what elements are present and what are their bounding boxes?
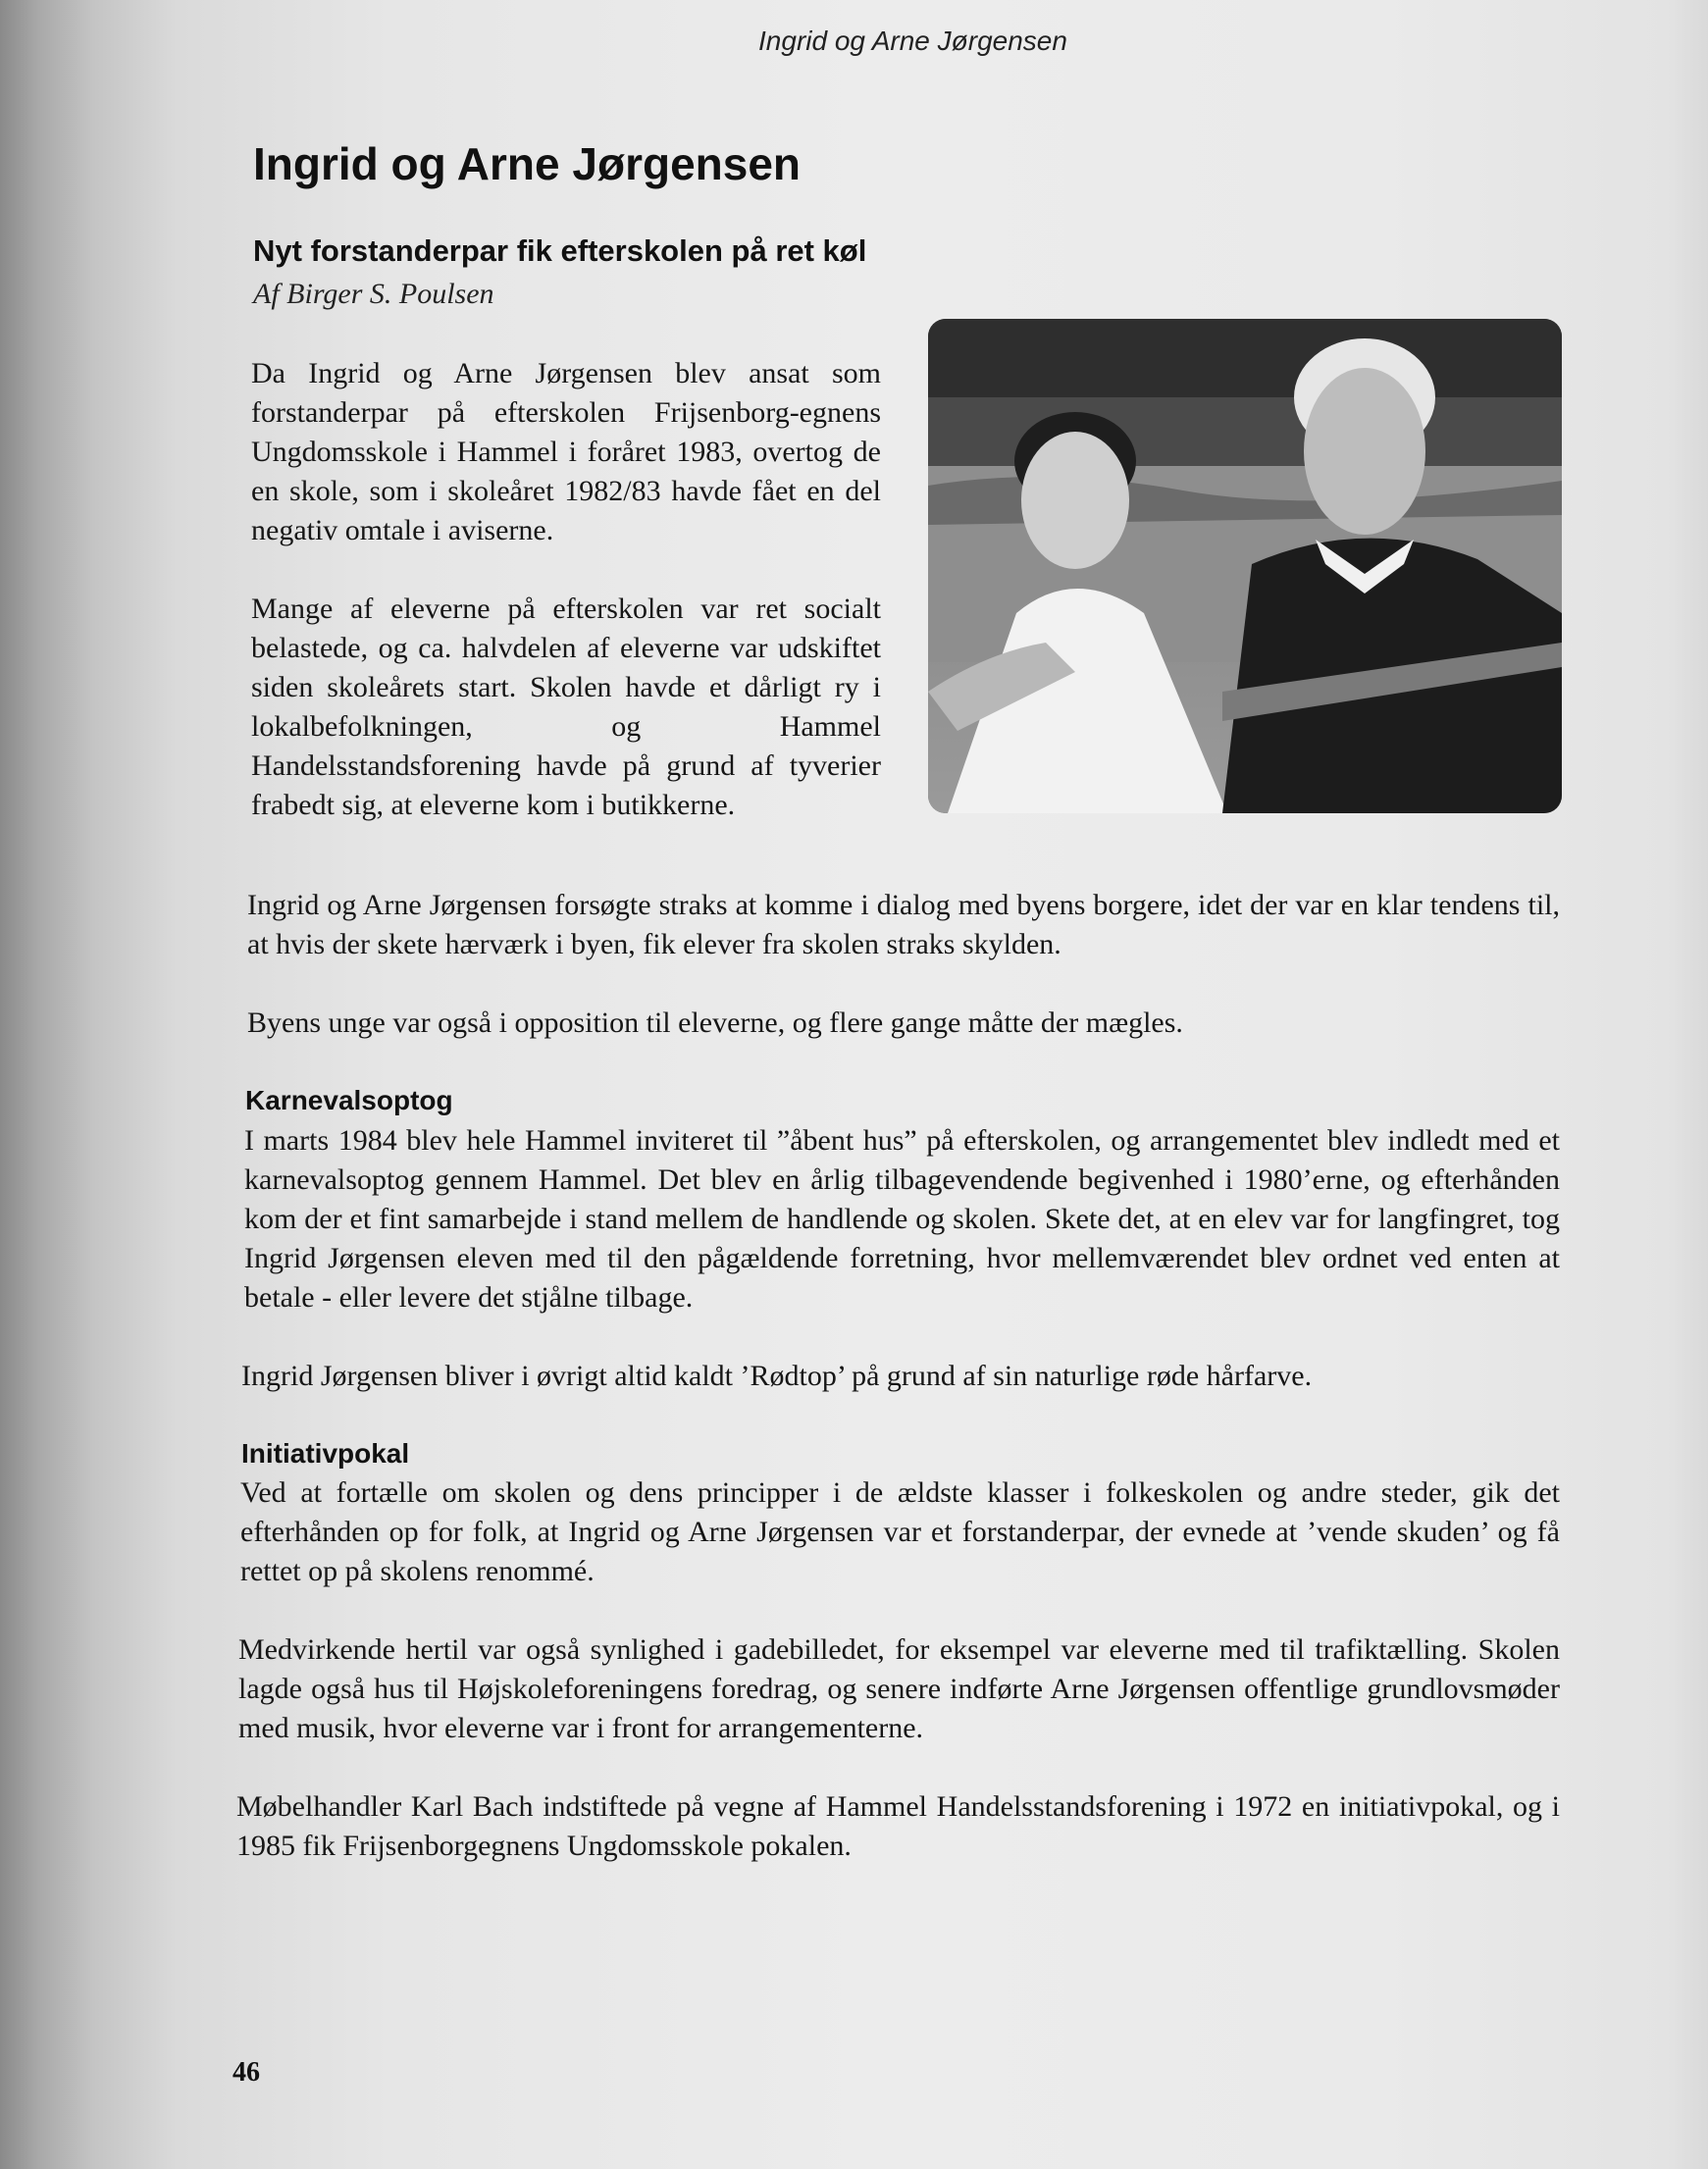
paragraph-rodtop: Ingrid Jørgensen bliver i øvrigt altid kaldt ’Rødtop’ på grund af sin naturlige røde hårfarve. <box>241 1360 1313 1392</box>
paragraph-dialog: Ingrid og Arne Jørgensen forsøgte straks at komme i dialog med byens borgere, idet der var en klar tendens til, at hvis der skete hærværk i byen, fik elever fra skolen straks skylden. <box>247 889 1560 960</box>
article-title: Ingrid og Arne Jørgensen <box>253 138 802 189</box>
paragraph-students: Mange af eleverne på efterskolen var ret socialt belastede, og ca. halvdelen af eleverne var udskiftet siden skoleårets start. Skolen havde et dårligt ry i lokalbefolkningen, og Hammel Handelsstandsforening havde på grund af tyverier frabedt sig, at eleverne kom i butikkerne. <box>251 593 881 821</box>
couple-photo <box>928 319 1562 813</box>
paragraph-karneval: I marts 1984 blev hele Hammel inviteret til ”åbent hus” på efterskolen, og arrangementet blev indledt med et karnevalsoptog gennem Hammel. Det blev en årlig tilbagevendende begivenhed i 1980’erne, og efterhånden kom der et fint samarbejde i stand mellem de handlende og skolen. Skete det, at en elev var for langfingret, tog Ingrid Jørgensen eleven med til den pågældende forretning, hvor mellemværendet blev ordnet ved enten at betale - eller levere det stjålne tilbage. <box>244 1124 1560 1314</box>
running-head: Ingrid og Arne Jørgensen <box>758 26 1067 56</box>
article-byline: Af Birger S. Poulsen <box>253 278 494 310</box>
paragraph-synlighed: Medvirkende hertil var også synlighed i gadebilledet, for eksempel var eleverne med til trafiktælling. Skolen lagde også hus til Højskoleforeningens foredrag, og senere indførte Arne Jørgensen offentlige grundlovsmøder med musik, hvor eleverne var i front for arrangementerne. <box>238 1633 1560 1744</box>
paragraph-pokal: Møbelhandler Karl Bach indstiftede på vegne af Hammel Handelsstandsforening i 1972 en initiativpokal, og i 1985 fik Frijsenborgegnens Ungdomsskole pokalen. <box>236 1790 1560 1862</box>
paragraph-opposition: Byens unge var også i opposition til eleverne, og flere gange måtte der mægles. <box>247 1007 1183 1039</box>
article-subtitle: Nyt forstanderpar fik efterskolen på ret køl <box>253 233 867 268</box>
paragraph-principper: Ved at fortælle om skolen og dens principper i de ældste klasser i folkeskolen og andre steder, gik det efterhånden op for folk, at Ingrid og Arne Jørgensen var et forstanderpar, der evnede at ’vende skuden’ og få rettet op på skolens renommé. <box>240 1476 1560 1587</box>
paragraph-intro: Da Ingrid og Arne Jørgensen blev ansat som forstanderpar på efterskolen Frijsenborg-egnens Ungdomsskole i Hammel i foråret 1983, overtog de en skole, som i skoleåret 1982/83 havde fået en del negativ omtale i aviserne. <box>251 357 881 546</box>
section-heading-karneval: Karnevalsoptog <box>245 1085 453 1115</box>
page-number: 46 <box>233 2057 260 2088</box>
section-heading-initiativ: Initiativpokal <box>241 1438 410 1469</box>
